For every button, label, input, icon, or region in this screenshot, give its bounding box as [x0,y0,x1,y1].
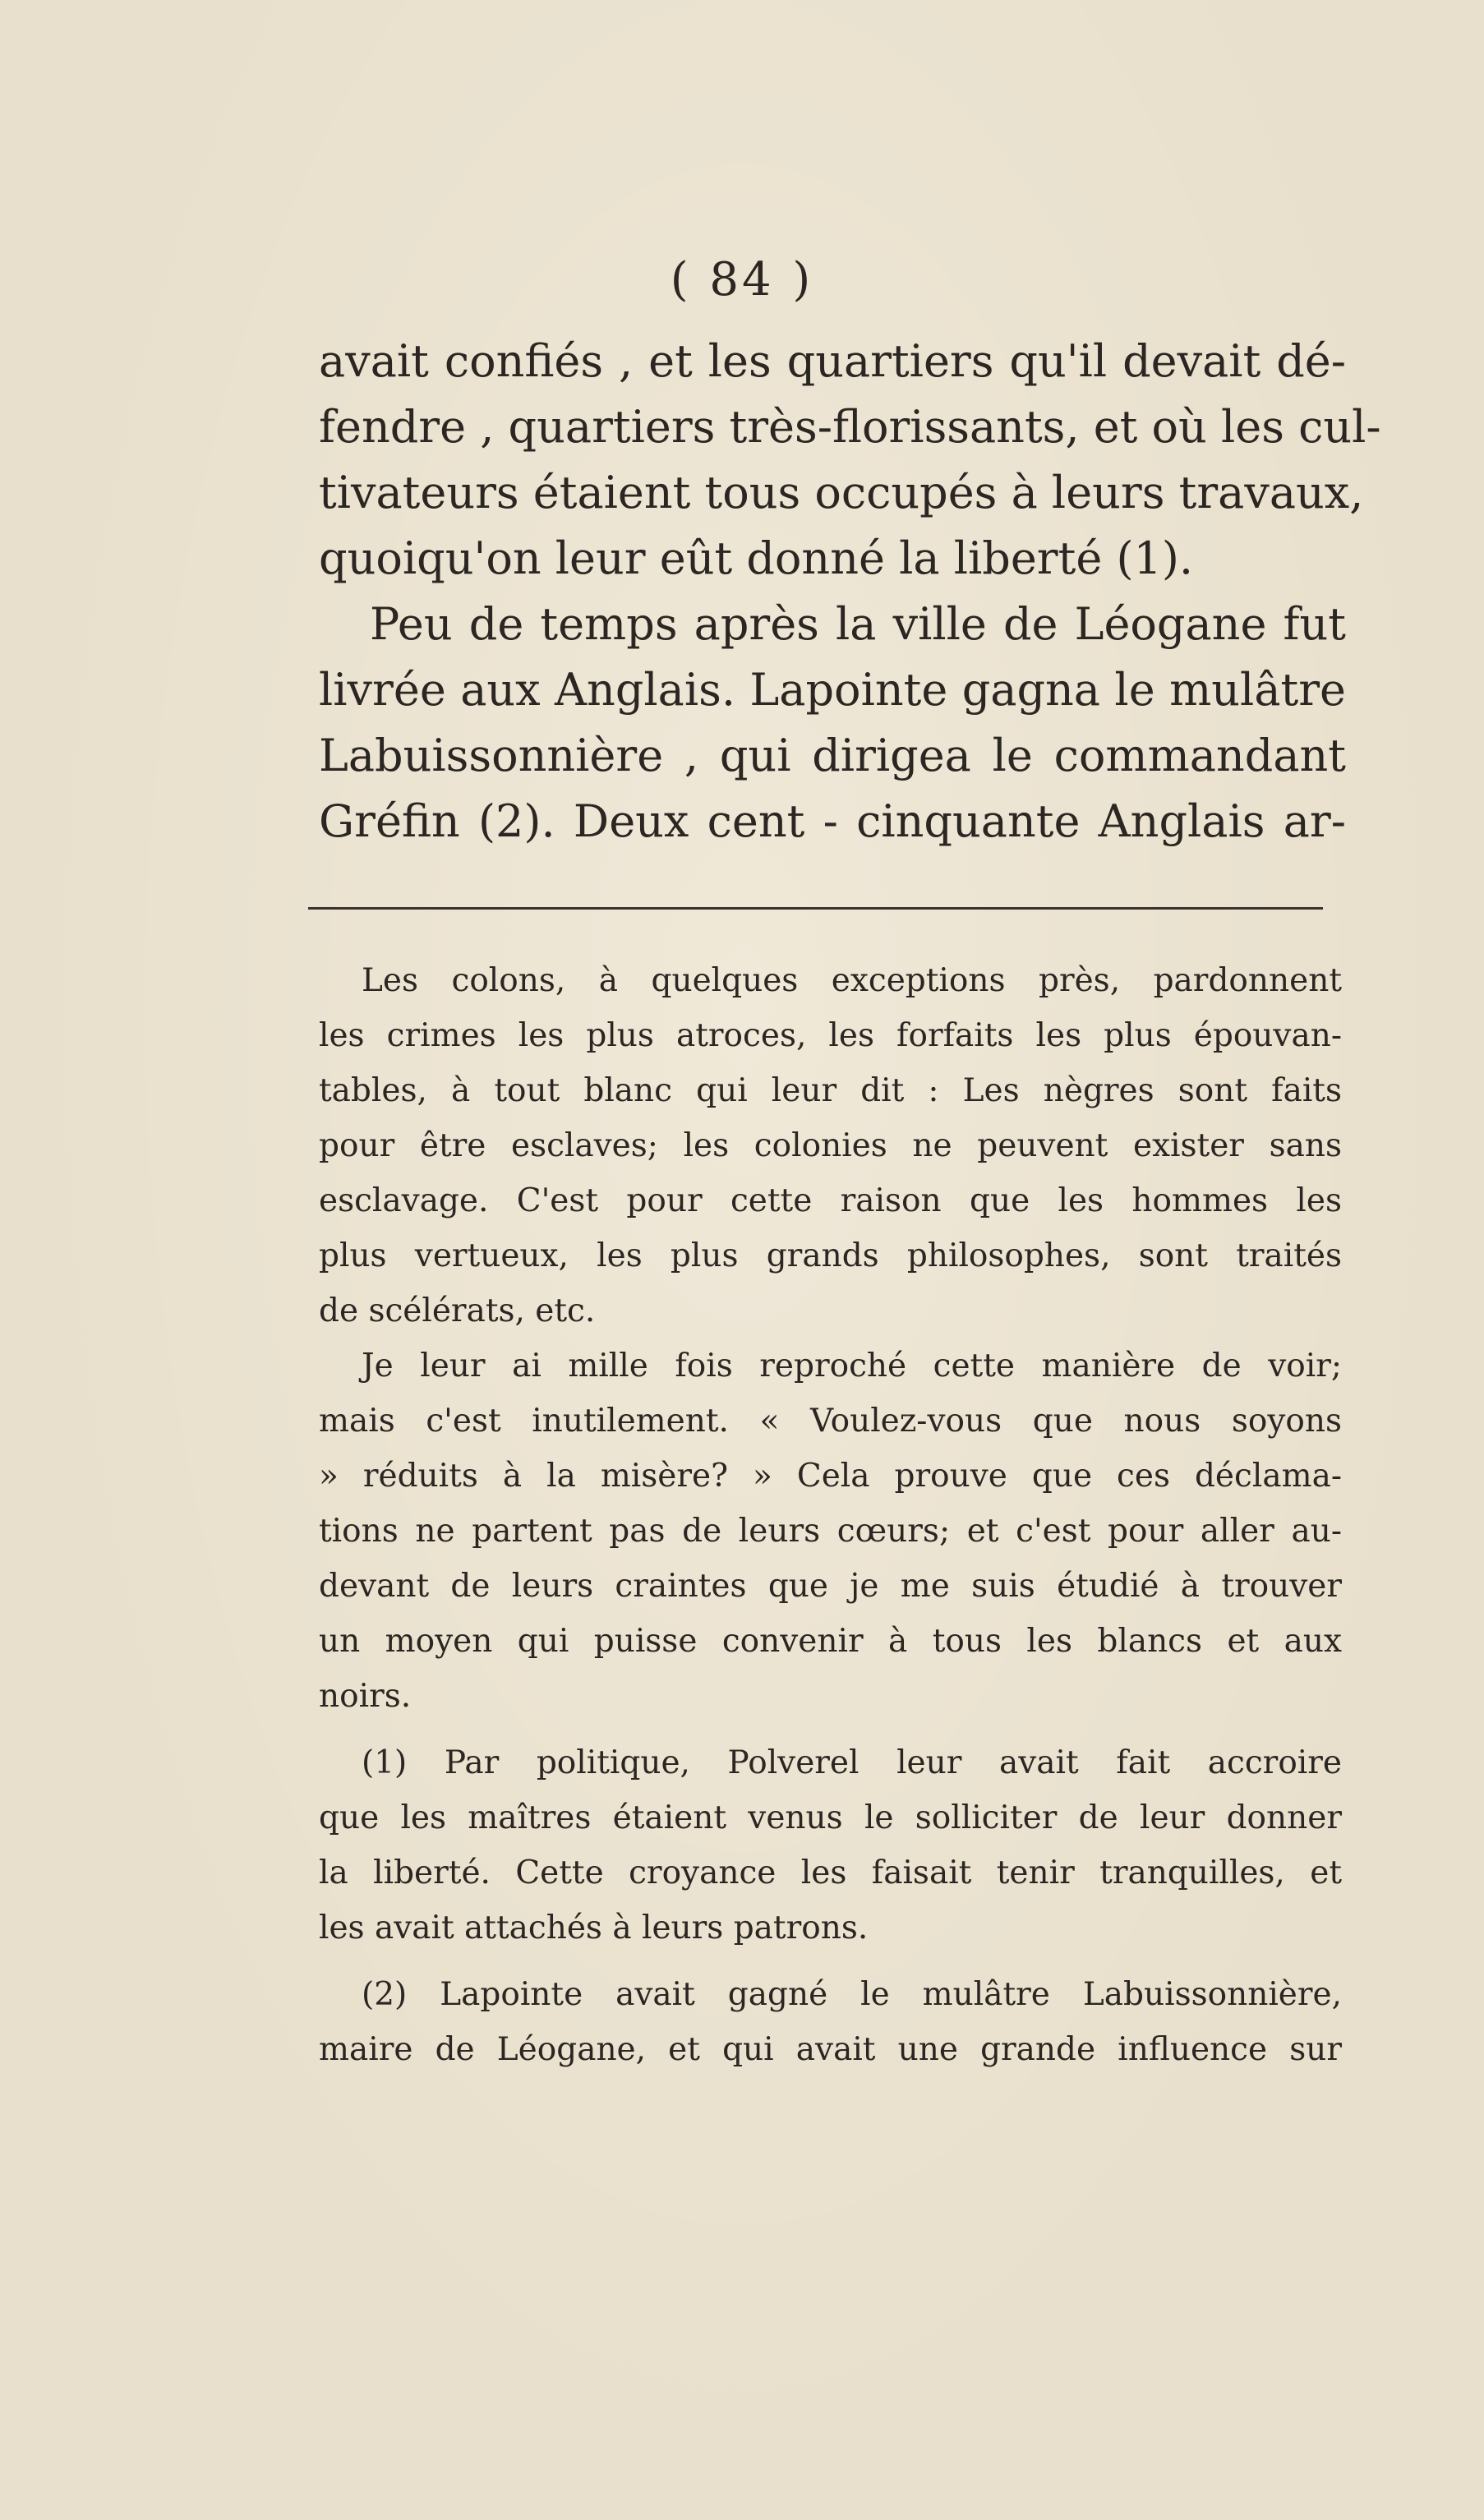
note-line: noirs. [319,1678,412,1715]
note-line: tables, à tout blanc qui leur dit : Les nègres sont faits [319,1072,1342,1109]
main-line: livrée aux Anglais. Lapointe gagna le mulâtre [319,664,1346,716]
note-line: la liberté. Cette croyance les faisait tenir tranquilles, et [319,1854,1342,1891]
main-line: Labuissonnière , qui dirigea le commandant [319,730,1346,781]
note-line: (1) Par politique, Polverel leur avait fait accroire [362,1744,1342,1781]
note-line: de scélérats, etc. [319,1292,596,1329]
note-line: pour être esclaves; les colonies ne peuvent exister sans [319,1127,1342,1164]
note-line: » réduits à la misère? » Cela prouve que ces déclama- [319,1458,1342,1495]
footnote-general [319,953,1342,1724]
note-line: Les colons, à quelques exceptions près, pardonnent [362,962,1342,999]
main-line: fendre , quartiers très-florissants, et où les cul- [319,401,1381,453]
note-line: les avait attachés à leurs patrons. [319,1910,869,1946]
note-line: les crimes les plus atroces, les forfaits les plus épouvan- [319,1017,1342,1054]
note-line: esclavage. C'est pour cette raison que les hommes les [319,1182,1342,1219]
footnote-separator-rule [308,907,1323,910]
note-line: tions ne partent pas de leurs cœurs; et c'est pour aller au- [319,1513,1342,1550]
note-line: un moyen qui puisse convenir à tous les blancs et aux [319,1623,1342,1660]
main-line: quoiqu'on leur eût donné la liberté (1). [319,532,1194,584]
main-line: tivateurs étaient tous occupés à leurs travaux, [319,467,1364,518]
note-line: (2) Lapointe avait gagné le mulâtre Labuissonnière, [362,1976,1342,2013]
note-line: mais c'est inutilement. « Voulez-vous que nous soyons [319,1403,1342,1440]
note-line: plus vertueux, les plus grands philosophes, sont traités [319,1237,1342,1274]
note-line: que les maîtres étaient venus le solliciter de leur donner [319,1799,1342,1836]
main-line: avait confiés , et les quartiers qu'il devait dé- [319,335,1346,387]
note-line: devant de leurs craintes que je me suis étudié à trouver [319,1568,1342,1605]
footnotes-block [319,953,1342,2077]
footnote-1 [319,1735,1342,1956]
main-text-block [319,329,1381,855]
main-line: Gréfin (2). Deux cent - cinquante Anglais ar- [319,795,1346,847]
note-line: Je leur ai mille fois reproché cette manière de voir; [362,1348,1342,1384]
note-line: maire de Léogane, et qui avait une grande influence sur [319,2031,1342,2068]
footnote-2 [319,1967,1342,2077]
page-number: ( 84 ) [670,253,814,306]
main-line: Peu de temps après la ville de Léogane fut [370,598,1346,650]
